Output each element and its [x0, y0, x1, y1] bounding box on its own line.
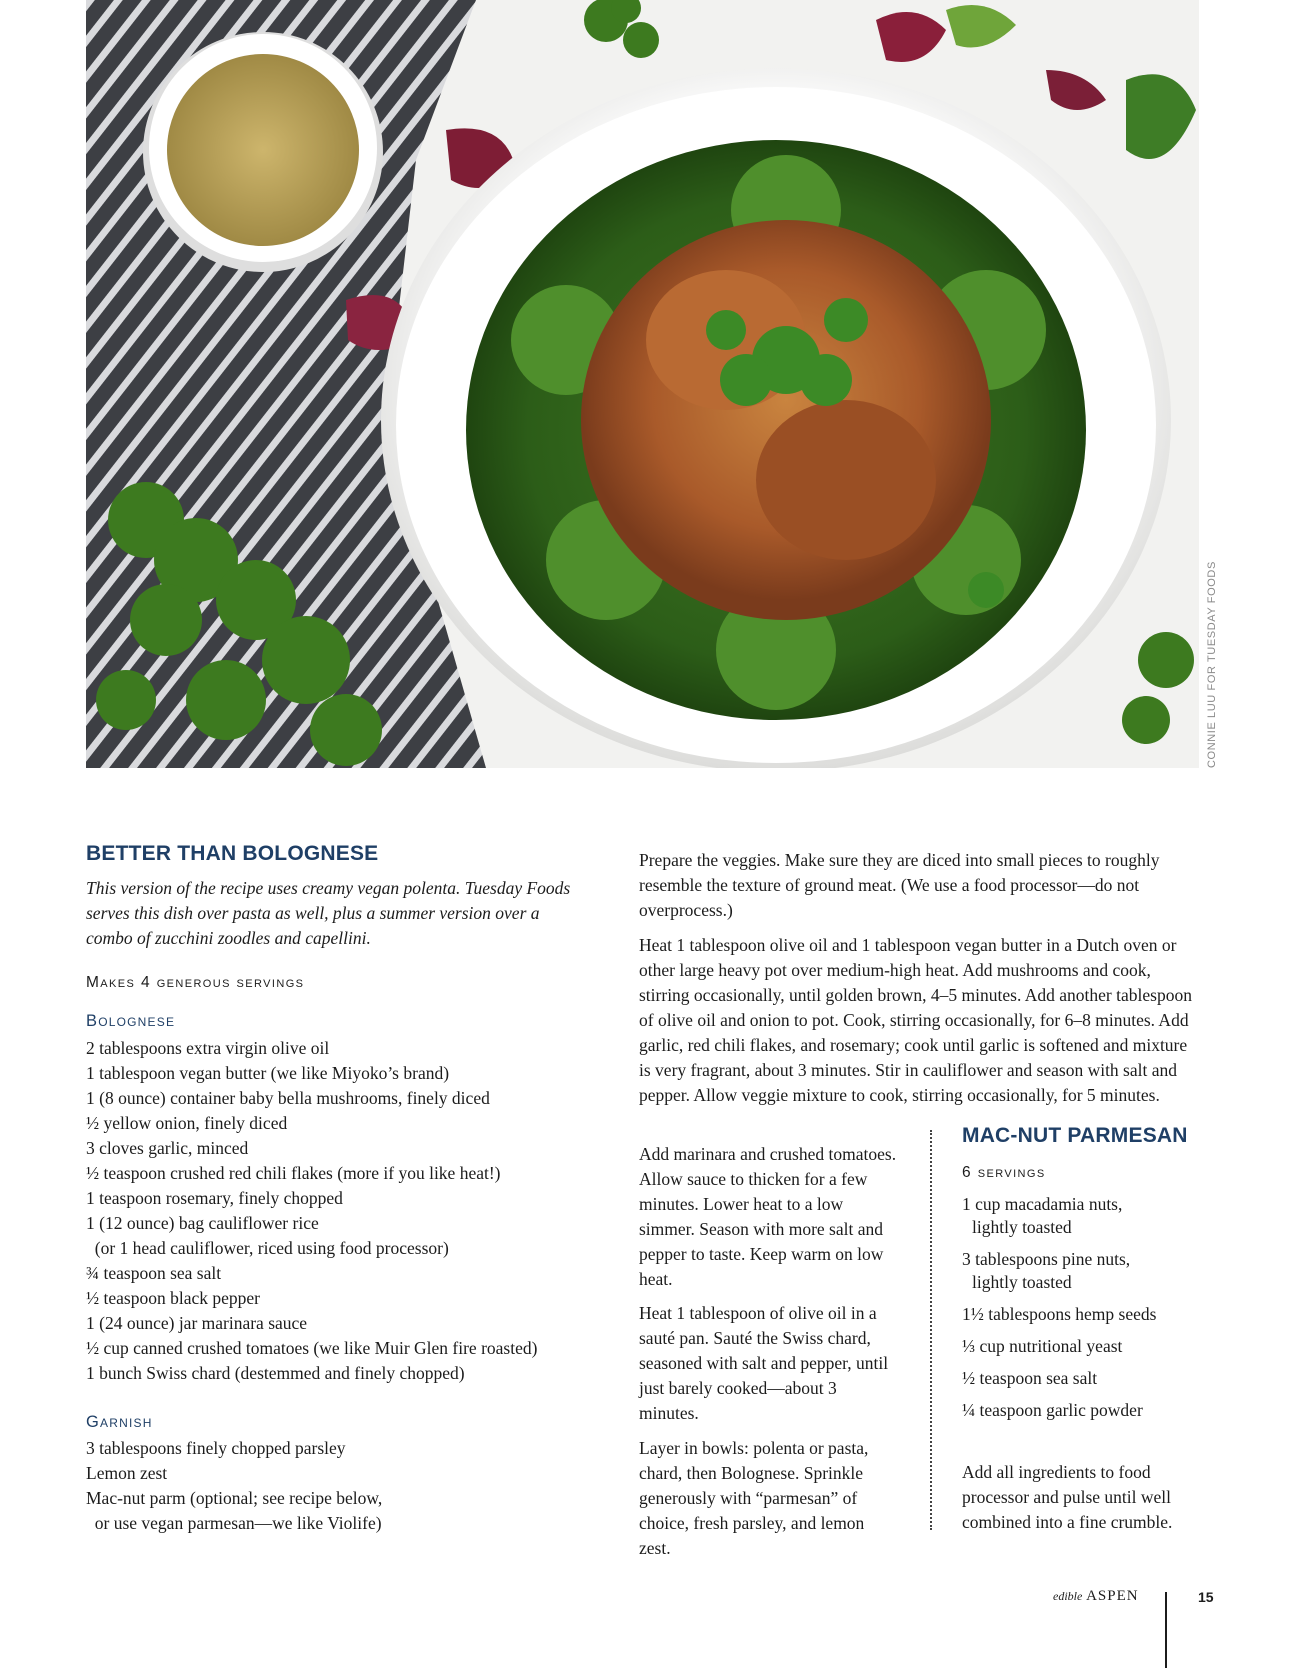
- ingredient: 1 (8 ounce) container baby bella mushrooms, finely diced: [86, 1088, 490, 1108]
- ingredient: 1 tablespoon vegan butter (we like Miyoko’s brand): [86, 1063, 450, 1083]
- ingredient: ¾ teaspoon sea salt: [86, 1263, 222, 1283]
- brand-prefix: edible: [1053, 1589, 1083, 1603]
- ingredient: ½ yellow onion, finely diced: [86, 1113, 288, 1133]
- ingredient: (or 1 head cauliflower, riced using food processor): [86, 1238, 449, 1258]
- mac-nut-ingredient: ½ teaspoon sea salt: [962, 1368, 1098, 1388]
- ingredient: 2 tablespoons extra virgin olive oil: [86, 1038, 330, 1058]
- bolognese-ingredient-list: [86, 1036, 537, 1386]
- footer-divider: [1165, 1592, 1167, 1668]
- method-step-4: Heat 1 tablespoon of olive oil in a sauté pan. Sauté the Swiss chard, seasoned with salt and pepper, until just barely cooked—about 3 minutes.: [639, 1303, 889, 1423]
- bolognese-heading: Bolognese: [86, 1012, 176, 1030]
- mac-nut-ingredient: 3 tablespoons pine nuts, lightly toasted: [962, 1249, 1131, 1292]
- garnish-list: [86, 1436, 382, 1536]
- ingredient: 1 (12 ounce) bag cauliflower rice: [86, 1213, 319, 1233]
- mac-nut-servings: 6 servings: [962, 1164, 1046, 1181]
- ingredient: ½ teaspoon black pepper: [86, 1288, 260, 1308]
- garnish-item: or use vegan parmesan—we like Violife): [86, 1513, 382, 1533]
- recipe-title: BETTER THAN BOLOGNESE: [86, 842, 379, 865]
- mac-nut-title: MAC-NUT PARMESAN: [962, 1124, 1188, 1147]
- bolognese-bowl-photo: [86, 0, 1199, 768]
- ingredient: 1 (24 ounce) jar marinara sauce: [86, 1313, 308, 1333]
- mac-nut-ingredient: 1½ tablespoons hemp seeds: [962, 1304, 1157, 1324]
- mac-nut-ingredient: ⅓ cup nutritional yeast: [962, 1336, 1123, 1356]
- page-number: 15: [1198, 1589, 1214, 1605]
- method-step-2: Heat 1 tablespoon olive oil and 1 tablespoon vegan butter in a Dutch oven or other large heavy pot over medium-high heat. Add mushrooms and cook, stirring occasionally, until golden brown, 4–5 minutes. Add another tablespoon of olive oil and onion to pot. Cook, stirring occasionally, for 6–8 minutes. Add garlic, red chili flakes, and rosemary; cook until garlic is softened and mixture is very fragrant, about 3 minutes. Stir in cauliflower and season with salt and pepper. Allow veggie mixture to cook, stirring occasionally, for 5 minutes.: [639, 935, 1192, 1105]
- magazine-brand: [1053, 1588, 1139, 1605]
- mac-nut-ingredient-list: [962, 1193, 1172, 1431]
- ingredient: ½ teaspoon crushed red chili flakes (more if you like heat!): [86, 1163, 501, 1183]
- method-step-1: Prepare the veggies. Make sure they are diced into small pieces to roughly resemble the texture of ground meat. (We use a food processor—do not overprocess.): [639, 850, 1160, 920]
- garnish-item: Lemon zest: [86, 1463, 168, 1483]
- hero-photo: [86, 0, 1199, 768]
- mac-nut-ingredient: ¼ teaspoon garlic powder: [962, 1400, 1143, 1420]
- column-divider: [930, 1130, 932, 1530]
- photo-credit: CONNIE LUU FOR TUESDAY FOODS: [1206, 561, 1218, 768]
- ingredient: 1 bunch Swiss chard (destemmed and finely chopped): [86, 1363, 465, 1383]
- ingredient: ½ cup canned crushed tomatoes (we like Muir Glen fire roasted): [86, 1338, 538, 1358]
- method-step-3: Add marinara and crushed tomatoes. Allow sauce to thicken for a few minutes. Lower heat to a low simmer. Season with more salt and pepper to taste. Keep warm on low heat.: [639, 1144, 897, 1289]
- recipe-intro: This version of the recipe uses creamy vegan polenta. Tuesday Foods serves this dish over pasta as well, plus a summer version over a combo of zucchini zoodles and capellini.: [86, 878, 571, 948]
- ingredient: 3 cloves garlic, minced: [86, 1138, 249, 1158]
- brand-name: ASPEN: [1086, 1588, 1139, 1604]
- recipe-servings: Makes 4 generous servings: [86, 974, 305, 991]
- garnish-item: 3 tablespoons finely chopped parsley: [86, 1438, 346, 1458]
- method-step-5: Layer in bowls: polenta or pasta, chard, then Bolognese. Sprinkle generously with “parmesan” of choice, fresh parsley, and lemon zest.: [639, 1438, 869, 1558]
- ingredient: 1 teaspoon rosemary, finely chopped: [86, 1188, 343, 1208]
- mac-nut-method: Add all ingredients to food processor and pulse until well combined into a fine crumble.: [962, 1462, 1173, 1532]
- mac-nut-ingredient: 1 cup macadamia nuts, lightly toasted: [962, 1194, 1123, 1237]
- garnish-item: Mac-nut parm (optional; see recipe below,: [86, 1488, 383, 1508]
- garnish-heading: Garnish: [86, 1413, 153, 1431]
